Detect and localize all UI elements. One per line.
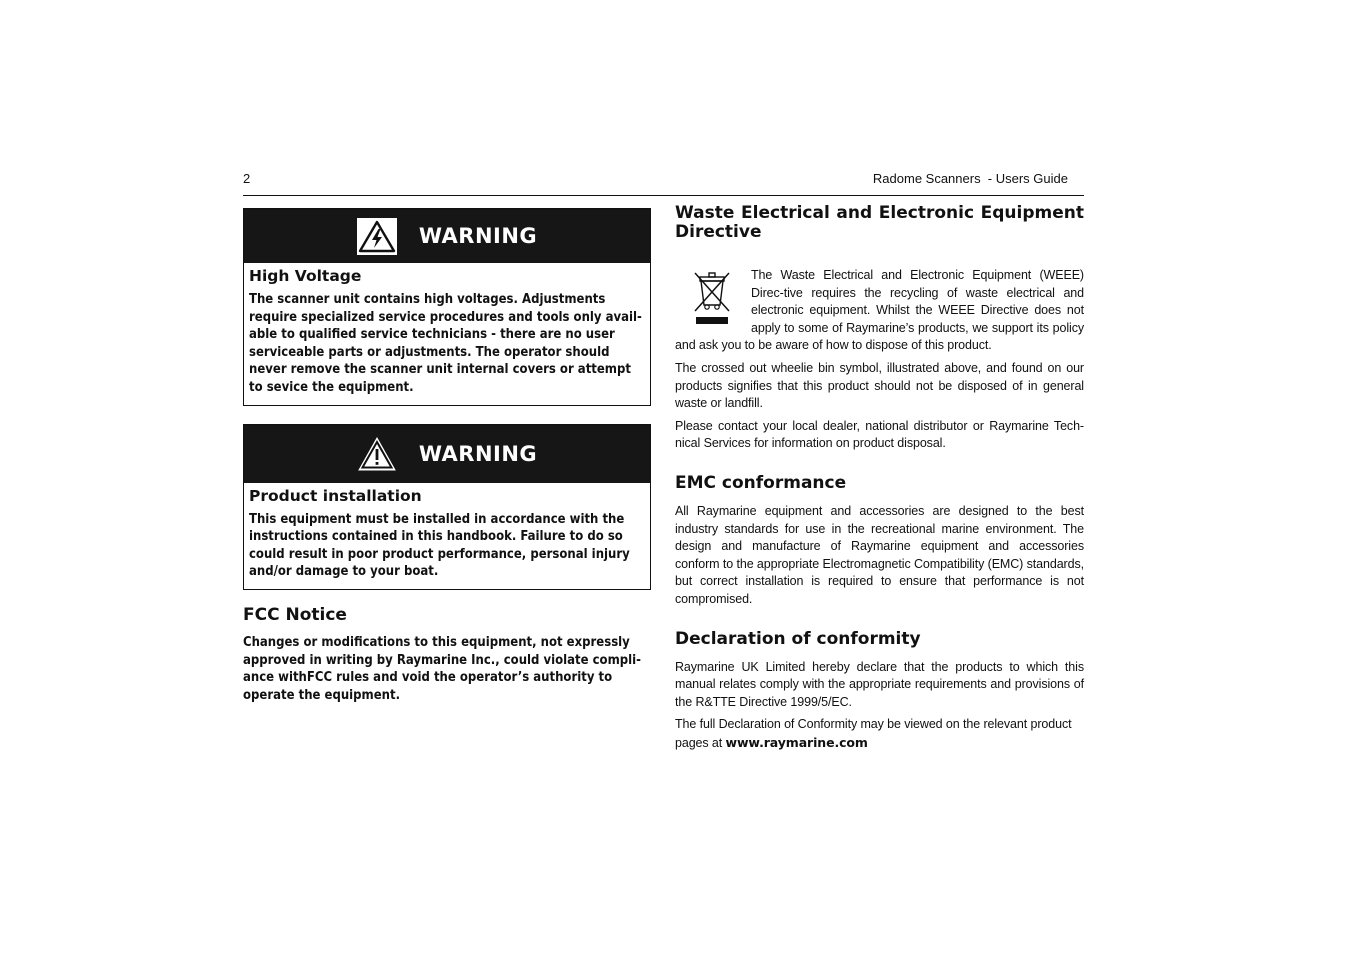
raymarine-url-link[interactable]: www.raymarine.com [725,734,868,750]
crossed-wheelie-bin-icon [683,267,743,327]
declaration-text: Raymarine UK Limited hereby declare that the products to which this manual relates comply with the appropriate requirements and provisions of the R&TTE Directive 1999/5/EC. [675,659,1084,709]
weee-paragraph: The crossed out wheelie bin symbol, illustrated above, and found on our products signifies that this product should not be disposed of in general waste or landfill. [675,360,1084,411]
warning-header [244,209,650,263]
left-column [243,208,653,704]
running-title: Radome Scanners - Users Guide [872,171,1068,186]
weee-paragraph: The Waste Electrical and Electronic Equipment (WEEE) Direc-tive requires the recycling of waste electrical and electronic equipment. Whilst the WEEE Directive does not apply to some of Raymarine’s products, we support its policy and ask you to be aware of how to dispose of this product. [675,268,1084,353]
warning-title: High Voltage [249,267,362,285]
page-number: 2 [243,171,251,186]
declaration-text-2-body: The full Declaration of Conformity may be viewed on the relevant product pages at [675,717,1072,750]
fcc-notice-text: Changes or modifications to this equipment, not expressly approved in writing by Raymarine Inc., could violate compli-ance withFCC rules and void the operator’s authority to operate the equipment. [243,634,642,703]
product-installation-warning-box [243,424,651,590]
high-voltage-warning-box [243,208,651,406]
declaration-text-2 [675,716,1084,752]
declaration-title: Declaration of conformity [675,628,921,649]
warning-label: WARNING [418,441,538,466]
warning-title: Product installation [249,486,422,505]
weee-title: Waste Electrical and Electronic Equipment Directive [675,203,1084,242]
warning-body [244,483,650,589]
exclamation-warning-icon [357,436,397,472]
fcc-notice-title: FCC Notice [243,604,347,625]
high-voltage-warning-icon [357,218,397,255]
warning-text: This equipment must be installed in accordance with the instructions contained in this handbook. Failure to do so could result in poor product performance, personal injury and/or damage to your boat. [249,511,630,580]
weee-paragraph: Please contact your local dealer, national distributor or Raymarine Tech-nical Services for information on product disposal. [675,418,1084,451]
warning-header [244,425,650,483]
warning-label: WARNING [418,224,538,248]
warning-text: The scanner unit contains high voltages. Adjustments require specialized service procedures and tools only avail-able to qualified service technicians - there are no user serviceable parts or adjustments. The operator should never remove the scanner unit internal covers or attempt to sevice the equipment. [249,292,642,395]
right-column [675,204,1084,757]
warning-body [244,263,650,405]
emc-text: All Raymarine equipment and accessories are designed to the best industry standards for use in the recreational marine environment. The design and manufacture of Raymarine equipment and accessories conform to the appropriate Electromagnetic Compatibility (EMC) standards, but correct installation is required to ensure that performance is not compromised. [675,503,1084,606]
weee-section [675,267,1084,453]
page-header [243,170,1084,196]
emc-title: EMC conformance [675,472,847,493]
